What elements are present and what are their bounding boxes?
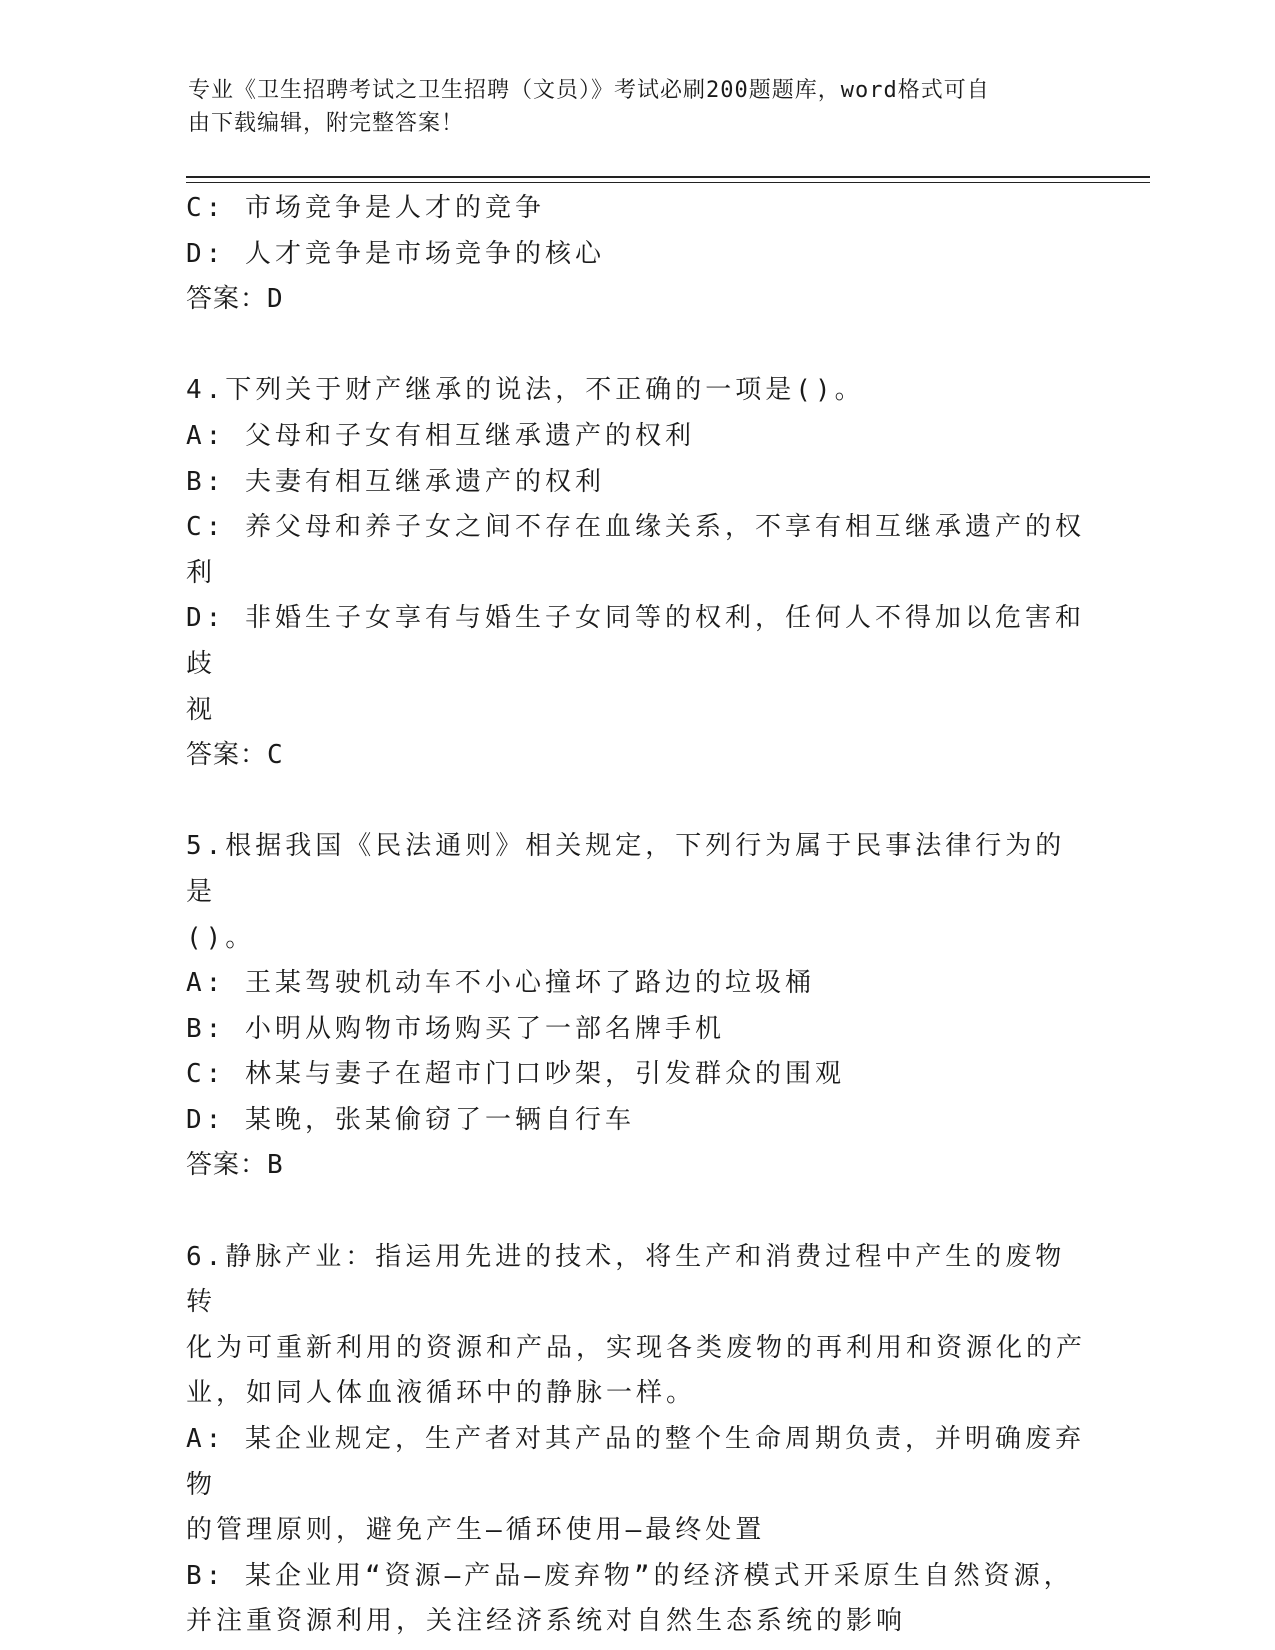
option-d: D: 人才竞争是市场竞争的核心 — [186, 238, 605, 269]
answer-line: 答案：D — [186, 284, 284, 315]
option-a: A: 王某驾驶机动车不小心撞坏了路边的垃圾桶 — [186, 968, 815, 999]
option-d: D: 某晚，张某偷窃了一辆自行车 — [186, 1104, 635, 1135]
option-b: B: 小明从购物市场购买了一部名牌手机 — [186, 1013, 725, 1044]
question-text: 4.下列关于财产继承的说法，不正确的一项是()。 — [186, 375, 865, 406]
question-text-continued: 业，如同人体血液循环中的静脉一样。 — [186, 1378, 697, 1409]
spacer — [186, 779, 1086, 825]
question-5 — [186, 824, 1086, 1189]
header-divider-thick — [186, 176, 1150, 178]
option-c: C: 养父母和养子女之间不存在血缘关系，不享有相互继承遗产的权利 — [186, 512, 1085, 588]
question-text: 6.静脉产业：指运用先进的技术，将生产和消费过程中产生的废物转 — [186, 1241, 1066, 1318]
option-b: B: 某企业用“资源—产品—废弃物”的经济模式开采原生自然资源， — [186, 1560, 1074, 1591]
option-a-continued: 的管理原则，避免产生—循环使用—最终处置 — [186, 1515, 766, 1546]
answer-line: 答案：B — [186, 1150, 284, 1181]
option-c: C: 林某与妻子在超市门口吵架，引发群众的围观 — [186, 1059, 845, 1090]
option-a: A: 某企业规定，生产者对其产品的整个生命周期负责，并明确废弃物 — [186, 1424, 1085, 1500]
option-d: D: 非婚生子女享有与婚生子女同等的权利，任何人不得加以危害和歧 — [186, 603, 1085, 679]
question-list — [186, 186, 1086, 1645]
option-b-continued: 并注重资源利用，关注经济系统对自然生态系统的影响 — [186, 1606, 907, 1637]
header-divider-thin — [186, 182, 1150, 183]
option-c: C: 市场竞争是人才的竞争 — [186, 193, 545, 223]
answer-line: 答案：C — [186, 740, 284, 771]
header-line: 专业《卫生招聘考试之卫生招聘（文员）》考试必刷200题题库，word格式可自 — [188, 78, 990, 103]
question-text-continued: 化为可重新利用的资源和产品，实现各类废物的再利用和资源化的产 — [186, 1332, 1087, 1363]
spacer — [186, 1189, 1086, 1235]
spacer — [186, 323, 1086, 369]
question-3 — [186, 186, 1086, 323]
question-6 — [186, 1235, 1086, 1645]
option-d-continued: 视 — [186, 694, 217, 725]
option-a: A: 父母和子女有相互继承遗产的权利 — [186, 420, 695, 451]
question-text: 5.根据我国《民法通则》相关规定，下列行为属于民事法律行为的是 — [186, 831, 1066, 907]
question-4 — [186, 368, 1086, 778]
header-line: 由下载编辑，附完整答案！ — [188, 111, 465, 136]
question-text-continued: ()。 — [186, 922, 256, 953]
document-header — [188, 74, 1068, 140]
option-b: B: 夫妻有相互继承遗产的权利 — [186, 466, 605, 497]
